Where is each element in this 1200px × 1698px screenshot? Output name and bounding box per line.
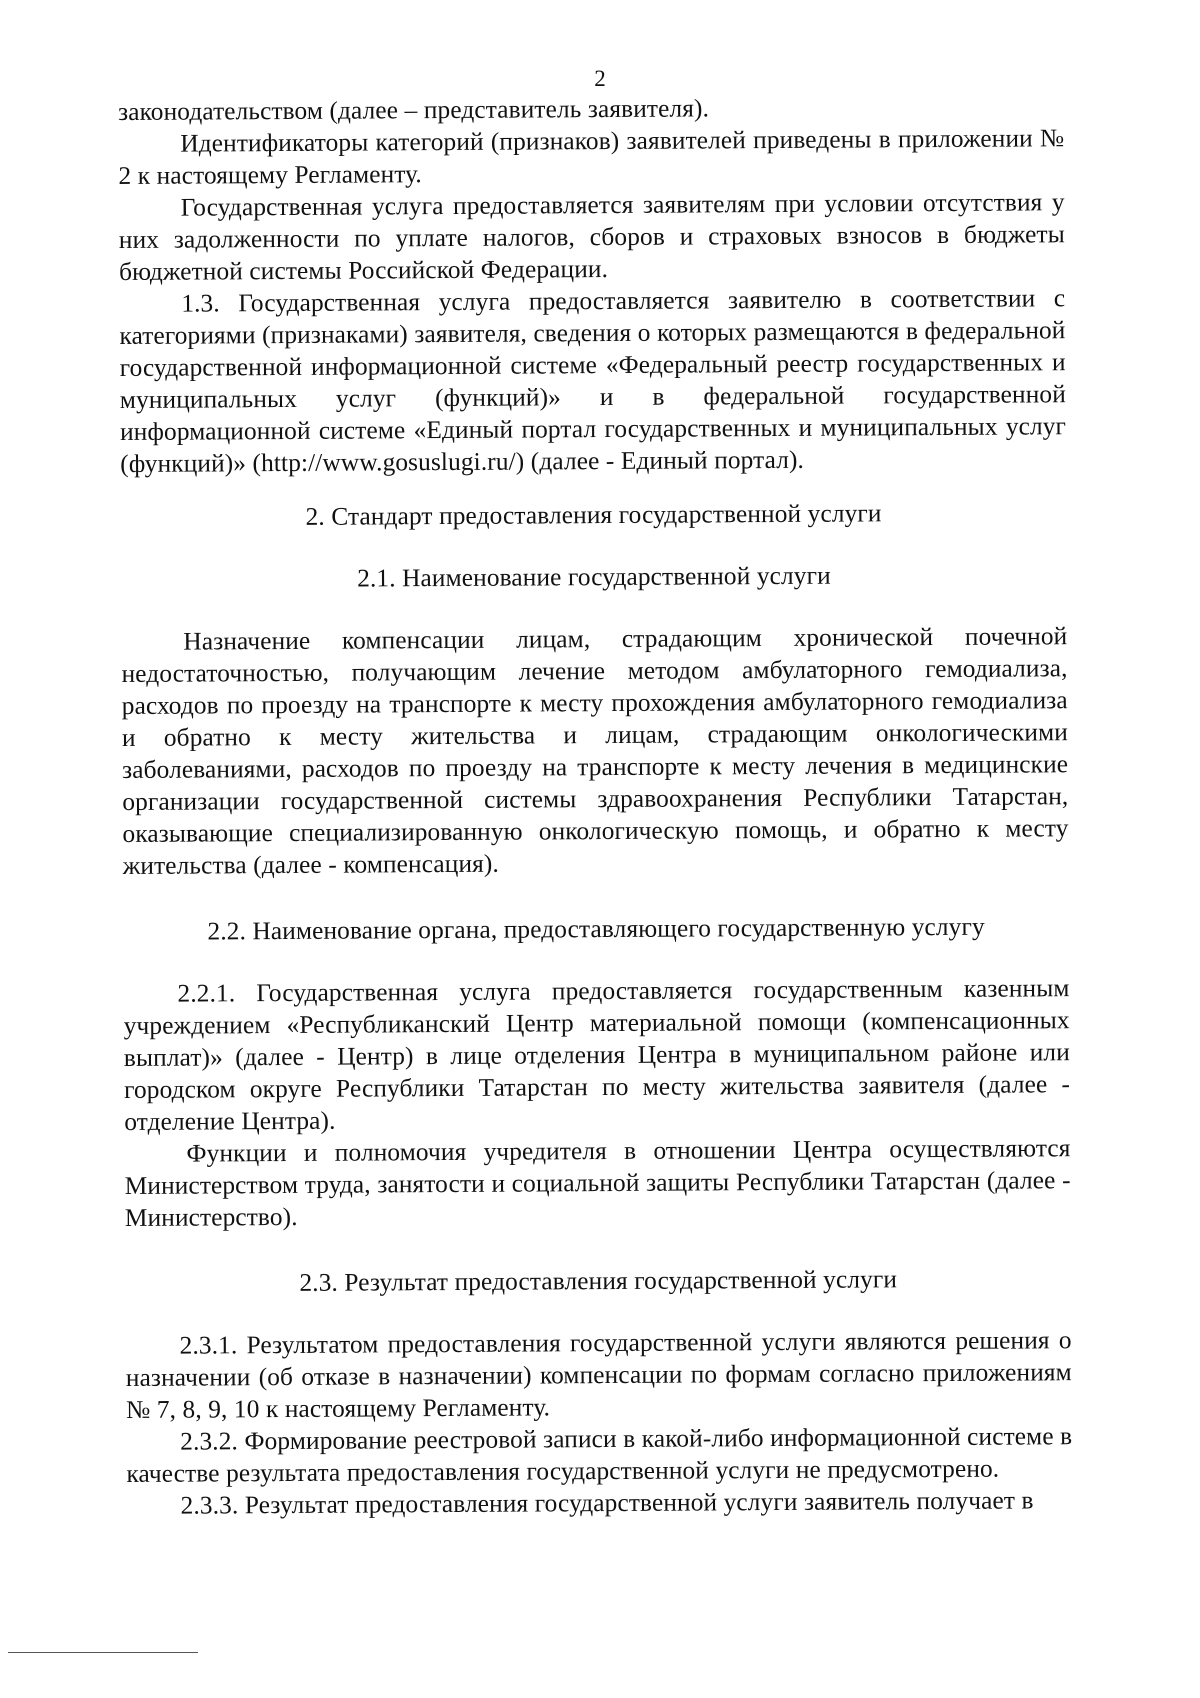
page-number: 2 xyxy=(594,66,606,91)
paragraph-1-3: 1.3. Государственная услуга предоставляется заявителю в соответствии с категориями (признаками) заявителя, сведения о которых размещаются в федеральной государственной информационной системе «Федеральный реестр государственных и муниципальных услуг (функций)» и в федеральной государственной информационной системе «Единый портал государственных и муниципальных услуг (функций)» (http://www.gosuslugi.ru/) (далее - Единый портал). xyxy=(119,284,1067,478)
heading-section-2: 2. Стандарт предоставления государственной услуги xyxy=(305,499,882,531)
paragraph-service-name: Назначение компенсации лицам, страдающим хронической почечной недостаточностью, получающим лечение методом амбулаторного гемодиализа, расходов по проезду на транспорте к месту прохождения амбулаторного гемодиализа и обратно к месту жительства и лицам, страдающим онкологическими заболеваниями, расходов по проезду на транспорте к месту лечения в медицинские организации государственной системы здравоохранения Республики Татарстан, оказывающие специализированную онкологическую помощь, и обратно к месту жительства (далее - компенсация). xyxy=(121,622,1069,880)
paragraph-2-3-3: 2.3.3. Результат предоставления государственной услуги заявитель получает в xyxy=(180,1486,1034,1520)
paragraph-founder-functions: Функции и полномочия учредителя в отношении Центра осуществляются Министерством труда, занятости и социальной защиты Республики Татарстан (далее - Министерство). xyxy=(124,1134,1071,1232)
paragraph-2-3-1: 2.3.1. Результатом предоставления государственной услуги являются решения о назначении (об отказе в назначении) компенсации по формам согласно приложениям № 7, 8, 9, 10 к настоящему Регламенту. xyxy=(125,1326,1072,1424)
document-body xyxy=(118,90,1073,1522)
paragraph-identifiers: Идентификаторы категорий (признаков) заявителей приведены в приложении № 2 к настоящему Регламенту. xyxy=(118,124,1065,190)
heading-2-3: 2.3. Результат предоставления государственной услуги xyxy=(299,1265,898,1297)
paragraph-2-2-1: 2.2.1. Государственная услуга предоставляется государственным казенным учреждением «Республиканский Центр материальной помощи (компенсационных выплат)» (далее - Центр) в лице отделения Центра в муниципальном районе или городском округе Республики Татарстан по месту жительства заявителя (далее - отделение Центра). xyxy=(123,974,1071,1136)
paragraph-2-3-2: 2.3.2. Формирование реестровой записи в какой-либо информационной системе в качестве результата предоставления государственной услуги не предусмотрено. xyxy=(126,1422,1073,1488)
heading-2-1: 2.1. Наименование государственной услуги xyxy=(357,561,831,593)
paragraph-continuation: законодательством (далее – представитель заявителя). xyxy=(118,94,710,126)
footnote-divider xyxy=(8,1652,198,1653)
heading-2-2: 2.2. Наименование органа, предоставляющего государственную услугу xyxy=(207,912,985,946)
paragraph-service-condition: Государственная услуга предоставляется заявителям при условии отсутствия у них задолженности по уплате налогов, сборов и страховых взносов в бюджеты бюджетной системы Российской Федерации. xyxy=(118,188,1065,286)
